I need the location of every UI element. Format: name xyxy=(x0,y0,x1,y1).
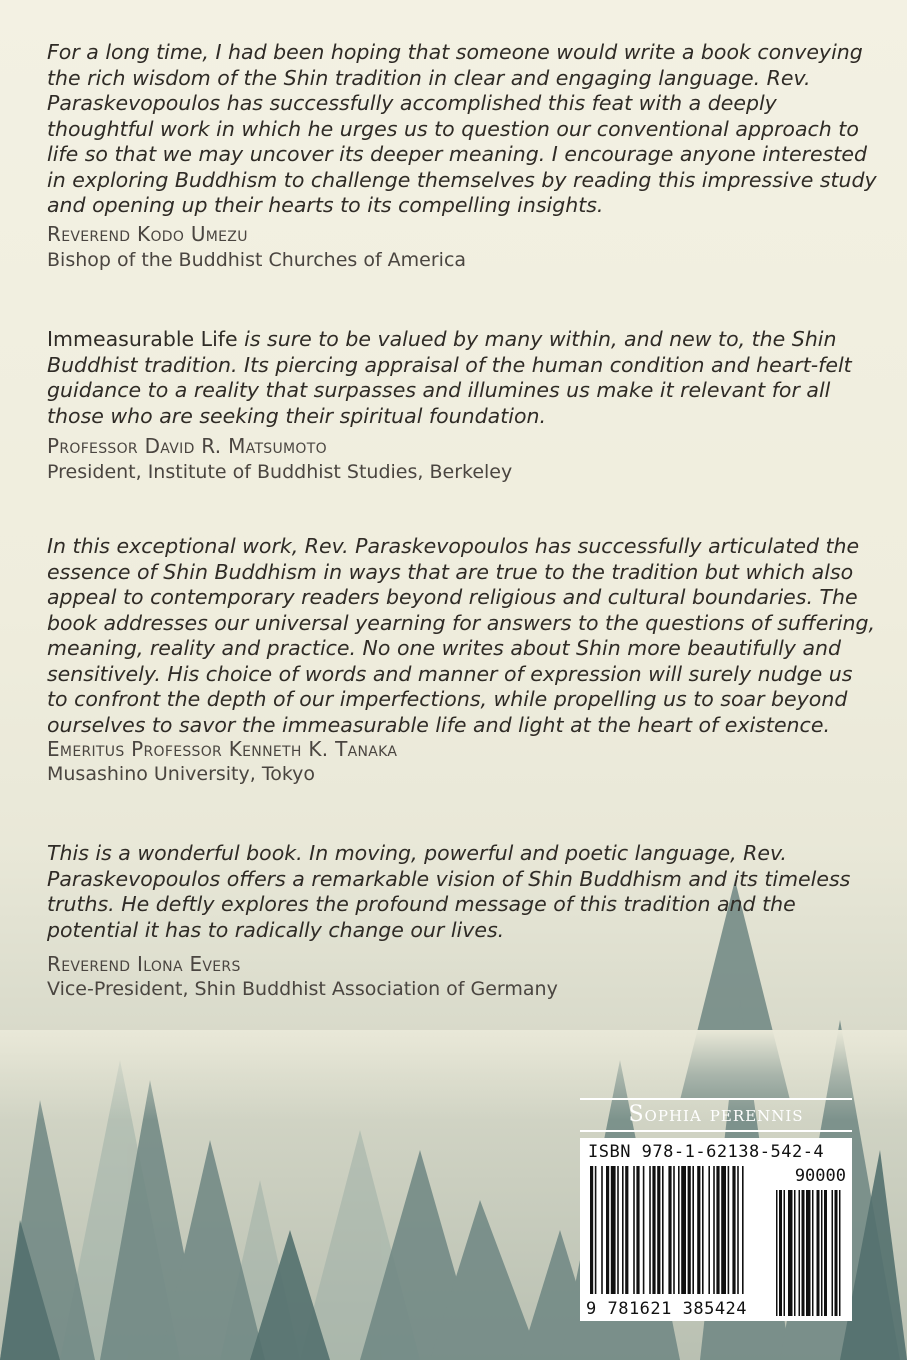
book-title: Immeasurable Life xyxy=(47,327,238,351)
publisher-logo: Sophia perennis xyxy=(580,1098,852,1132)
quote-text: This is a wonderful book. In moving, powerful and poetic language, Rev. Paraskevopoulos offers a remarkable vision of Shin Buddhism and its timeless truths. He deftly explores the profound message of this tradition and the potential it has to radically change our lives. xyxy=(47,841,851,942)
quote-text: For a long time, I had been hoping that someone would write a book conveying the rich wisdom of the Shin tradition in clear and engaging language. Rev. Paraskevopoulos has successfully accomplished this feat with a deeply thoughtful work in which he urges us to question our conventional approach to life so that we may uncover its deeper meaning. I encourage anyone interested in exploring Buddhism to challenge themselves by reading this impressive study and opening up their hearts to its compelling insights. xyxy=(47,40,877,217)
quote-author: Reverend Kodo Umezu xyxy=(47,222,248,246)
quote-affiliation: President, Institute of Buddhist Studies, Berkeley xyxy=(47,461,513,483)
price-code: 90000 xyxy=(794,1166,846,1186)
quote-author: Emeritus Professor Kenneth K. Tanaka xyxy=(47,737,398,761)
quote-text xyxy=(47,327,877,429)
isbn-number: ISBN 978-1-62138-542-4 xyxy=(588,1142,825,1162)
quote-text: In this exceptional work, Rev. Paraskevopoulos has successfully articulated the essence of Shin Buddhism in ways that are true to the tradition but which also appeal to contemporary readers beyond religious and cultural boundaries. The book addresses our universal yearning for answers to the questions of suffering, meaning, reality and practice. No one writes about Shin more beautifully and sensitively. His choice of words and manner of expression will surely nudge us to confront the depth of our imperfections, while propelling us to soar beyond ourselves to savor the immeasurable life and light at the heart of existence. xyxy=(47,534,875,737)
isbn-barcode xyxy=(580,1138,852,1321)
ean-number: 9 781621 385424 xyxy=(586,1299,748,1319)
quote-text-body: is sure to be valued by many within, and new to, the Shin Buddhist tradition. Its piercing appraisal of the human condition and heart-felt guidance to a reality that surpasses and illumines us make it relevant for all those who are seeking their spiritual foundation. xyxy=(47,327,852,428)
quote-author: Professor David R. Matsumoto xyxy=(47,434,327,458)
quote-affiliation: Vice-President, Shin Buddhist Association of Germany xyxy=(47,978,558,1000)
quote-affiliation: Musashino University, Tokyo xyxy=(47,763,316,785)
barcode-bars xyxy=(580,1138,852,1321)
quote-author: Reverend Ilona Evers xyxy=(47,952,241,976)
quote-affiliation: Bishop of the Buddhist Churches of America xyxy=(47,249,467,271)
